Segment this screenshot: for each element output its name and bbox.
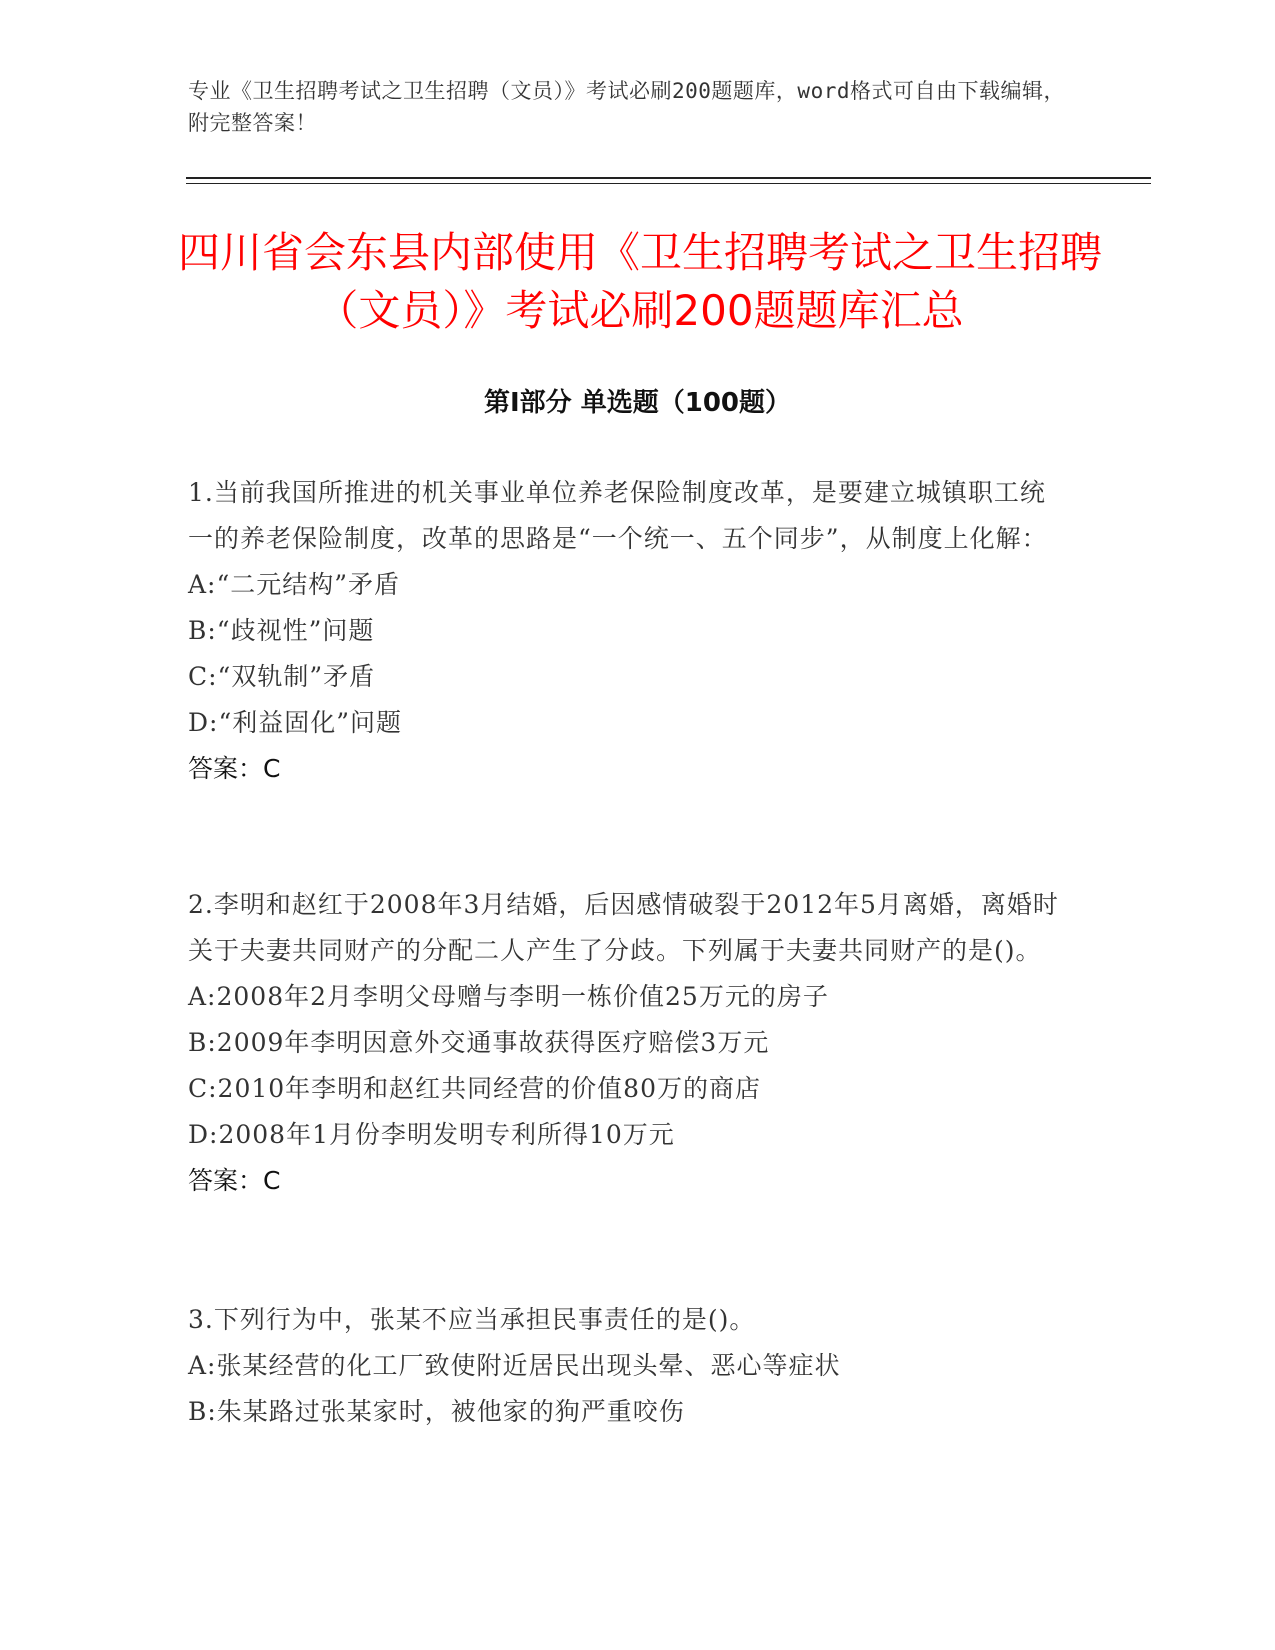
question-stem: 3.下列行为中，张某不应当承担民事责任的是()。 bbox=[188, 1305, 756, 1334]
question-stem: 2.李明和赵红于2008年3月结婚，后因感情破裂于2012年5月离婚，离婚时关于夫妻共同财产的分配二人产生了分歧。下列属于夫妻共同财产的是()。 bbox=[188, 890, 1059, 965]
option-c: C:“双轨制”矛盾 bbox=[188, 662, 376, 691]
question-stem: 1.当前我国所推进的机关事业单位养老保险制度改革，是要建立城镇职工统一的养老保险制度，改革的思路是“一个统一、五个同步”，从制度上化解： bbox=[188, 478, 1048, 553]
answer: 答案：C bbox=[188, 1166, 281, 1195]
question-1 bbox=[188, 470, 1068, 792]
option-d: D:2008年1月份李明发明专利所得10万元 bbox=[188, 1120, 675, 1149]
header-divider-thick bbox=[186, 177, 1151, 179]
option-a: A:2008年2月李明父母赠与李明一栋价值25万元的房子 bbox=[188, 982, 829, 1011]
header-note: 专业《卫生招聘考试之卫生招聘（文员）》考试必刷200题题库，word格式可自由下载编辑，附完整答案！ bbox=[188, 79, 1065, 135]
option-b: B:2009年李明因意外交通事故获得医疗赔偿3万元 bbox=[188, 1028, 770, 1057]
answer: 答案：C bbox=[188, 754, 281, 783]
option-a: A:张某经营的化工厂致使附近居民出现头晕、恶心等症状 bbox=[188, 1351, 841, 1380]
question-2 bbox=[188, 882, 1068, 1204]
header-divider-thin bbox=[186, 183, 1151, 184]
option-c: C:2010年李明和赵红共同经营的价值80万的商店 bbox=[188, 1074, 761, 1103]
option-a: A:“二元结构”矛盾 bbox=[188, 570, 401, 599]
option-b: B:朱某路过张某家时，被他家的狗严重咬伤 bbox=[188, 1397, 685, 1426]
option-d: D:“利益固化”问题 bbox=[188, 708, 403, 737]
option-b: B:“歧视性”问题 bbox=[188, 616, 375, 645]
document-title: 四川省会东县内部使用《卫生招聘考试之卫生招聘（文员）》考试必刷200题题库汇总 bbox=[177, 228, 1102, 335]
question-3 bbox=[188, 1297, 1068, 1435]
section-heading: 第I部分 单选题（100题） bbox=[484, 388, 791, 418]
